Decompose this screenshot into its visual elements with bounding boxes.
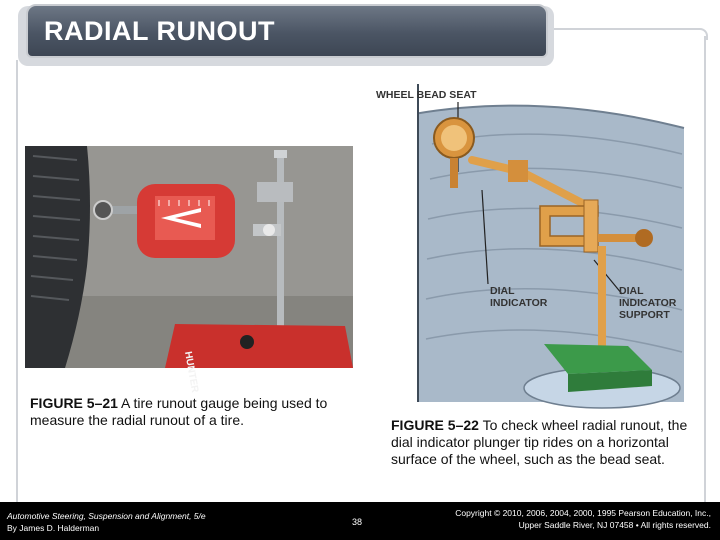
label-support-line1: DIAL <box>619 285 644 297</box>
label-dial-indicator-line1: DIAL <box>490 285 515 297</box>
dial-indicator-illustration <box>372 84 684 402</box>
figure-22-label: FIGURE 5–22 <box>391 417 479 433</box>
slide-title: RADIAL RUNOUT <box>44 16 275 46</box>
gauge-photo-illustration <box>25 146 353 394</box>
footer-book-info <box>7 510 206 534</box>
footer-page-number: 38 <box>352 517 363 527</box>
tire-runout-gauge-photo <box>25 146 353 394</box>
wheel-radial-runout-diagram <box>372 84 684 402</box>
footer-copyright-line1: Copyright © 2010, 2006, 2004, 2000, 1995 Pearson Education, Inc., <box>455 508 711 518</box>
figure-21-caption-text: A tire runout gauge being used to measure the radial runout of a tire. <box>30 395 328 428</box>
footer-book-title: Automotive Steering, Suspension and Alignment, 5/e <box>7 511 206 521</box>
label-support-line3: SUPPORT <box>619 309 670 321</box>
frame-line-top <box>554 28 708 40</box>
footer-copyright-line2: Upper Saddle River, NJ 07458 • All rights reserved. <box>518 520 711 530</box>
figure-21-caption <box>30 395 350 429</box>
roller-wheel <box>94 201 112 219</box>
label-wheel-bead-seat: WHEEL BEAD SEAT <box>376 89 477 101</box>
footer-copyright <box>455 507 711 531</box>
figure-22-caption <box>391 417 691 468</box>
label-support-line2: INDICATOR <box>619 297 677 309</box>
footer-author: By James D. Halderman <box>7 523 100 533</box>
base-brand-text: HUNTER <box>182 350 201 394</box>
frame-line-left <box>16 60 18 502</box>
footer-bar <box>0 502 720 540</box>
figure-22-caption-text: To check wheel radial runout, the dial indicator plunger tip rides on a horizontal surface of the wheel, such as the bead seat. <box>391 417 688 467</box>
figure-21-label: FIGURE 5–21 <box>30 395 118 411</box>
frame-line-right <box>704 36 706 502</box>
label-dial-indicator-line2: INDICATOR <box>490 297 548 309</box>
